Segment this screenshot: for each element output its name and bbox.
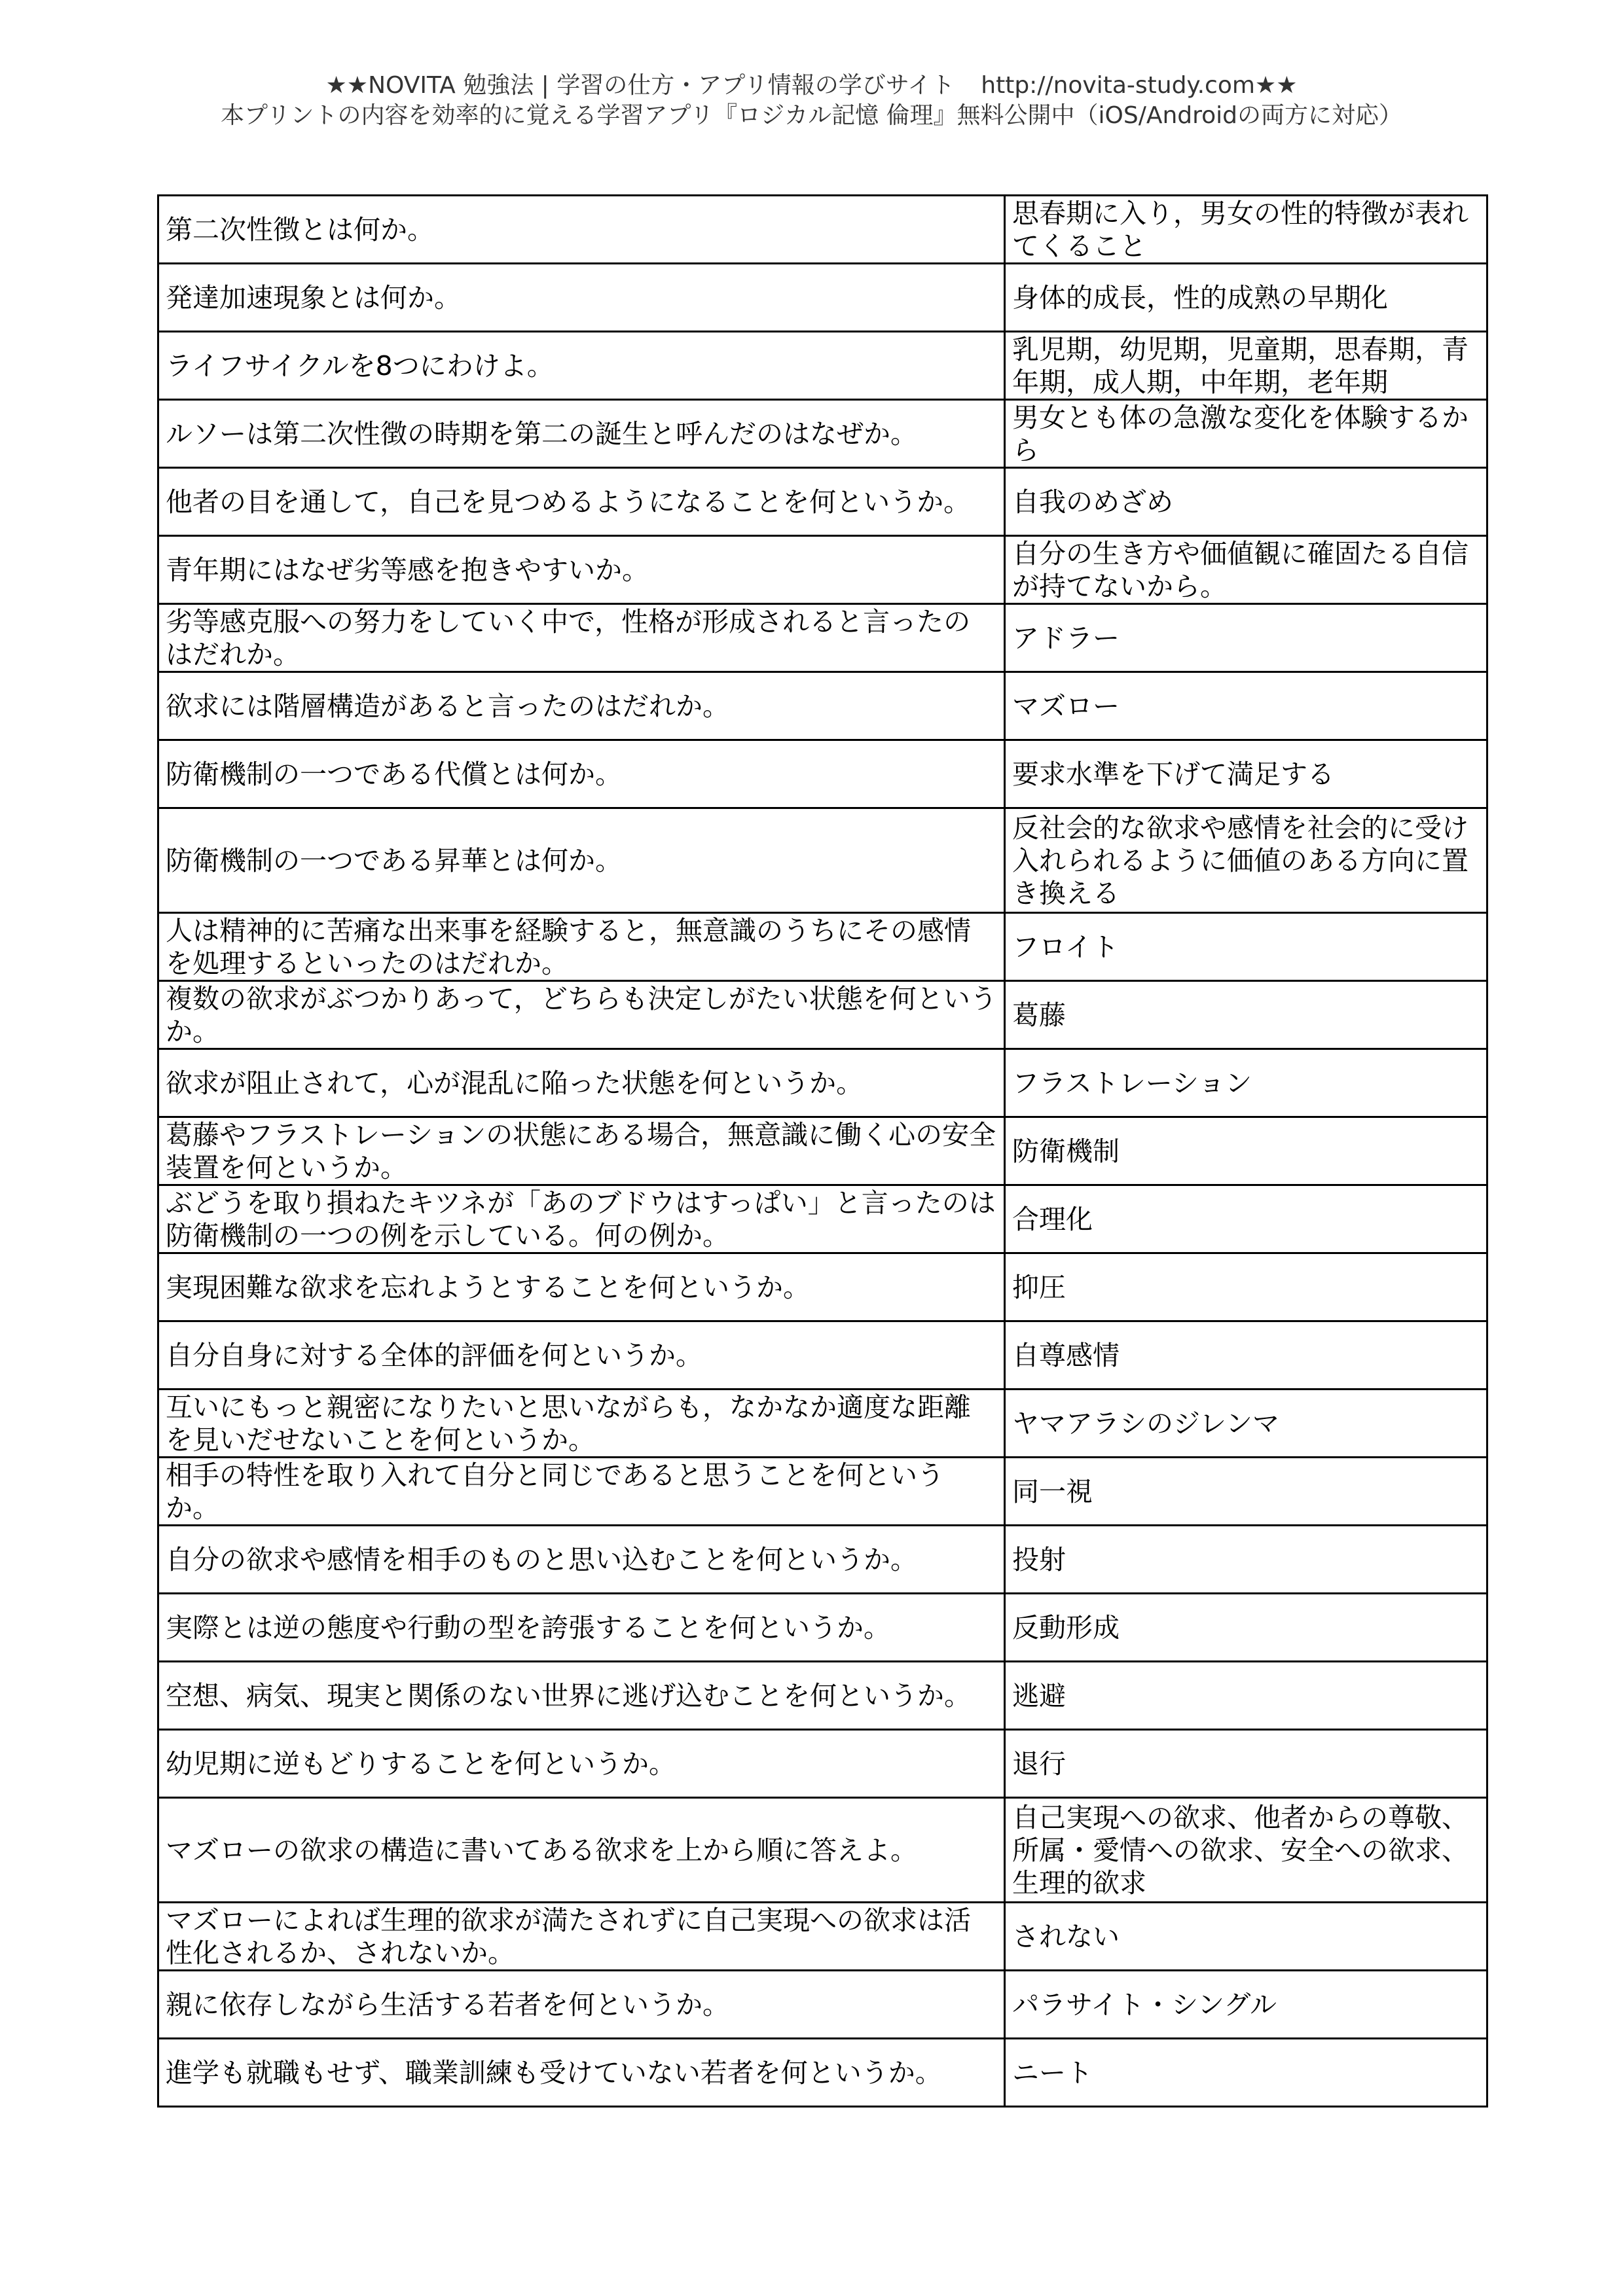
answer-cell: 同一視 — [1005, 1458, 1487, 1526]
answer-cell: 葛藤 — [1005, 981, 1487, 1049]
answer-cell: 反動形成 — [1005, 1594, 1487, 1662]
table-row — [158, 196, 1487, 264]
table-row — [158, 468, 1487, 536]
question-cell: 葛藤やフラストレーションの状態にある場合，無意識に働く心の安全装置を何というか。 — [158, 1117, 1005, 1185]
table-row — [158, 672, 1487, 740]
question-cell: 互いにもっと親密になりたいと思いながらも，なかなか適度な距離を見いだせないことを何というか。 — [158, 1390, 1005, 1458]
answer-cell: 要求水準を下げて満足する — [1005, 740, 1487, 808]
question-cell: 複数の欲求がぶつかりあって，どちらも決定しがたい状態を何というか。 — [158, 981, 1005, 1049]
question-cell: 防衛機制の一つである代償とは何か。 — [158, 740, 1005, 808]
answer-cell: ニート — [1005, 2039, 1487, 2107]
question-cell: 実現困難な欲求を忘れようとすることを何というか。 — [158, 1253, 1005, 1321]
table-row — [158, 536, 1487, 604]
table-row — [158, 332, 1487, 400]
answer-cell: アドラー — [1005, 604, 1487, 672]
table-row — [158, 1903, 1487, 1971]
question-cell: 第二次性徴とは何か。 — [158, 196, 1005, 264]
question-cell: ぶどうを取り損ねたキツネが「あのブドウはすっぱい」と言ったのは防衛機制の一つの例を示している。何の例か。 — [158, 1185, 1005, 1253]
table-row — [158, 740, 1487, 808]
question-cell: 幼児期に逆もどりすることを何というか。 — [158, 1730, 1005, 1798]
answer-cell: フラストレーション — [1005, 1049, 1487, 1117]
table-row — [158, 1971, 1487, 2039]
table-row — [158, 1458, 1487, 1526]
table-row — [158, 1730, 1487, 1798]
question-cell: マズローの欲求の構造に書いてある欲求を上から順に答えよ。 — [158, 1798, 1005, 1903]
header-site-title: ★★NOVITA 勉強法 | 学習の仕方・アプリ情報の学びサイト — [325, 72, 955, 99]
table-row — [158, 808, 1487, 913]
page-header — [0, 71, 1623, 131]
qa-table — [157, 194, 1488, 2108]
table-row — [158, 400, 1487, 468]
answer-cell: 合理化 — [1005, 1185, 1487, 1253]
table-row — [158, 1253, 1487, 1321]
answer-cell: 身体的成長，性的成熟の早期化 — [1005, 264, 1487, 332]
answer-cell: 逃避 — [1005, 1662, 1487, 1730]
answer-cell: 退行 — [1005, 1730, 1487, 1798]
question-cell: マズローによれば生理的欲求が満たされずに自己実現への欲求は活性化されるか、されないか。 — [158, 1903, 1005, 1971]
table-row — [158, 1117, 1487, 1185]
header-line-1 — [0, 71, 1623, 101]
table-row — [158, 264, 1487, 332]
answer-cell: 投射 — [1005, 1526, 1487, 1594]
answer-cell: 反社会的な欲求や感情を社会的に受け入れられるように価値のある方向に置き換える — [1005, 808, 1487, 913]
table-row — [158, 1049, 1487, 1117]
answer-cell: 男女とも体の急激な変化を体験するから — [1005, 400, 1487, 468]
question-cell: 人は精神的に苦痛な出来事を経験すると，無意識のうちにその感情を処理するといったのはだれか。 — [158, 913, 1005, 981]
table-row — [158, 1662, 1487, 1730]
question-cell: 自分自身に対する全体的評価を何というか。 — [158, 1321, 1005, 1390]
answer-cell: フロイト — [1005, 913, 1487, 981]
table-row — [158, 1526, 1487, 1594]
question-cell: 青年期にはなぜ劣等感を抱きやすいか。 — [158, 536, 1005, 604]
question-cell: ルソーは第二次性徴の時期を第二の誕生と呼んだのはなぜか。 — [158, 400, 1005, 468]
table-row — [158, 1390, 1487, 1458]
question-cell: 防衛機制の一つである昇華とは何か。 — [158, 808, 1005, 913]
table-row — [158, 2039, 1487, 2107]
table-row — [158, 981, 1487, 1049]
table-row — [158, 1185, 1487, 1253]
table-row — [158, 1798, 1487, 1903]
question-cell: 劣等感克服への努力をしていく中で，性格が形成されると言ったのはだれか。 — [158, 604, 1005, 672]
question-cell: 親に依存しながら生活する若者を何というか。 — [158, 1971, 1005, 2039]
header-line-2: 本プリントの内容を効率的に覚える学習アプリ『ロジカル記憶 倫理』無料公開中（iOS/Androidの両方に対応） — [220, 102, 1403, 129]
answer-cell: 乳児期，幼児期，児童期，思春期，青年期，成人期，中年期，老年期 — [1005, 332, 1487, 400]
table-row — [158, 1321, 1487, 1390]
answer-cell: 自我のめざめ — [1005, 468, 1487, 536]
answer-cell: マズロー — [1005, 672, 1487, 740]
answer-cell: 自己実現への欲求、他者からの尊敬、所属・愛情への欲求、安全への欲求、生理的欲求 — [1005, 1798, 1487, 1903]
table-row — [158, 604, 1487, 672]
question-cell: 実際とは逆の態度や行動の型を誇張することを何というか。 — [158, 1594, 1005, 1662]
answer-cell: 抑圧 — [1005, 1253, 1487, 1321]
answer-cell: 思春期に入り，男女の性的特徴が表れてくること — [1005, 196, 1487, 264]
question-cell: 欲求には階層構造があると言ったのはだれか。 — [158, 672, 1005, 740]
question-cell: 空想、病気、現実と関係のない世界に逃げ込むことを何というか。 — [158, 1662, 1005, 1730]
question-cell: 相手の特性を取り入れて自分と同じであると思うことを何というか。 — [158, 1458, 1005, 1526]
answer-cell: 自分の生き方や価値観に確固たる自信が持てないから。 — [1005, 536, 1487, 604]
question-cell: 進学も就職もせず、職業訓練も受けていない若者を何というか。 — [158, 2039, 1005, 2107]
header-site-url[interactable]: http://novita-study.com★★ — [981, 72, 1298, 99]
question-cell: 他者の目を通して，自己を見つめるようになることを何というか。 — [158, 468, 1005, 536]
question-cell: 欲求が阻止されて，心が混乱に陥った状態を何というか。 — [158, 1049, 1005, 1117]
question-cell: ライフサイクルを8つにわけよ。 — [158, 332, 1005, 400]
answer-cell: パラサイト・シングル — [1005, 1971, 1487, 2039]
question-cell: 発達加速現象とは何か。 — [158, 264, 1005, 332]
table-row — [158, 913, 1487, 981]
question-cell: 自分の欲求や感情を相手のものと思い込むことを何というか。 — [158, 1526, 1005, 1594]
answer-cell: 防衛機制 — [1005, 1117, 1487, 1185]
answer-cell: ヤマアラシのジレンマ — [1005, 1390, 1487, 1458]
answer-cell: されない — [1005, 1903, 1487, 1971]
table-row — [158, 1594, 1487, 1662]
answer-cell: 自尊感情 — [1005, 1321, 1487, 1390]
